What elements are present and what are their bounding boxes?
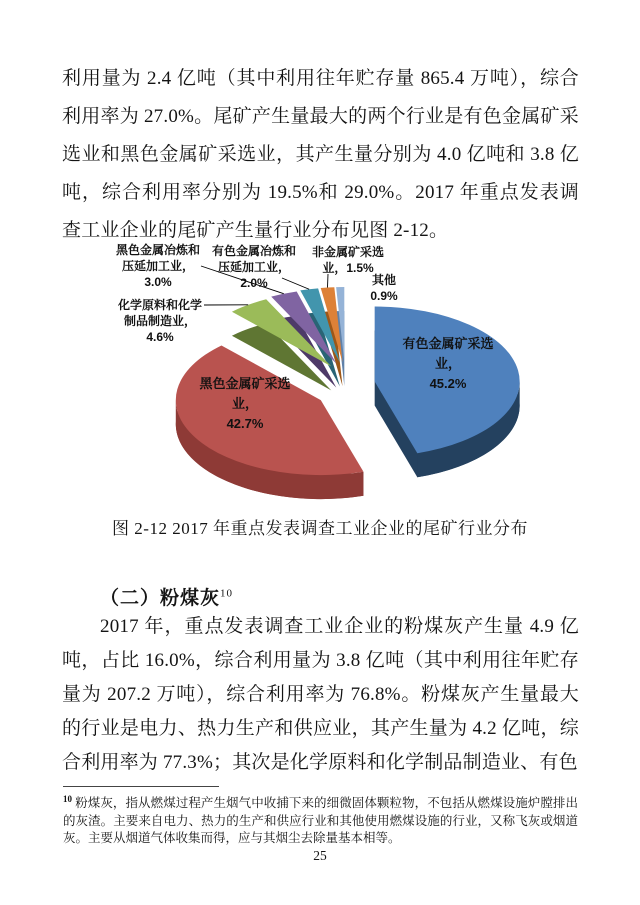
section-heading-text: （二）粉煤灰 <box>100 588 221 609</box>
pie-label: 制品制造业， <box>123 314 197 328</box>
pie-label: 其他 <box>371 273 397 287</box>
pie-leader-line <box>282 278 309 289</box>
figure-caption: 图 2-12 2017 年重点发表调查工业企业的尾矿行业分布 <box>112 519 528 538</box>
pie-label: 3.0% <box>144 275 172 289</box>
pie-label: 化学原料和化学 <box>117 298 203 312</box>
footnote-separator <box>63 786 219 787</box>
pie-leader-line <box>327 274 328 288</box>
paragraph-tailings: 利用量为 2.4 亿吨（其中利用往年贮存量 865.4 万吨），综合利用率为 27.0%。尾矿产生量最大的两个行业是有色金属矿采选业和黑色金属矿采选业，其产生量分别为 4.0 亿吨和 3.8 亿吨，综合利用率分别为 19.5%和 29.0%。2017 年重点发表调查工业企业的尾矿产生量行业分布见图 2-12。 <box>62 68 579 241</box>
footnote <box>63 791 578 848</box>
pie-label: 业， <box>434 356 462 371</box>
pie-label: 4.6% <box>146 330 174 344</box>
pie-label: 业， <box>231 396 259 411</box>
paragraph-flyash: 2017 年，重点发表调查工业企业的粉煤灰产生量 4.9 亿吨，占比 16.0%，综合利用量为 3.8 亿吨（其中利用往年贮存量为 207.2 万吨），综合利用率为 76.8%。粉煤灰产生量最大的行业是电力、热力生产和供应业，其产生量为 4.2 亿吨，综合利用率为 77.3%；其次是化学原料和化学制品制造业、有色 <box>62 616 579 773</box>
pie-label: 黑色金属冶炼和 <box>115 243 201 257</box>
pie-label: 压延加工业， <box>217 260 291 274</box>
pie-label: 有色金属冶炼和 <box>211 244 297 258</box>
section-heading <box>100 583 233 610</box>
pie-label: 2.0% <box>240 276 268 290</box>
pie-label: 42.7% <box>226 416 264 431</box>
pie-label: 非金属矿采选 <box>311 245 385 259</box>
pie-label: 压延加工业， <box>121 259 195 273</box>
pie-label: 0.9% <box>370 289 398 303</box>
pie-label: 业，1.5% <box>322 261 374 275</box>
pie-label: 有色金属矿采选 <box>402 336 494 351</box>
footnote-text: 粉煤灰，指从燃煤过程产生烟气中收捕下来的细微固体颗粒物，不包括从燃煤设施炉膛排出的灰渣。主要来自电力、热力的生产和供应行业和其他使用燃煤设施的行业，又称飞灰或烟道灰。主要从烟道气体收集而得，应与其烟尘去除量基本相等。 <box>63 796 578 846</box>
page-number: 25 <box>313 848 327 863</box>
section-heading-footnote-ref: 10 <box>220 587 234 600</box>
pie-label: 黑色金属矿采选 <box>199 376 291 391</box>
figure-2-12-chart-area <box>60 238 580 510</box>
pie-label: 45.2% <box>429 376 467 391</box>
footnote-marker: 10 <box>63 794 72 804</box>
tailings-pie-chart <box>60 238 580 510</box>
